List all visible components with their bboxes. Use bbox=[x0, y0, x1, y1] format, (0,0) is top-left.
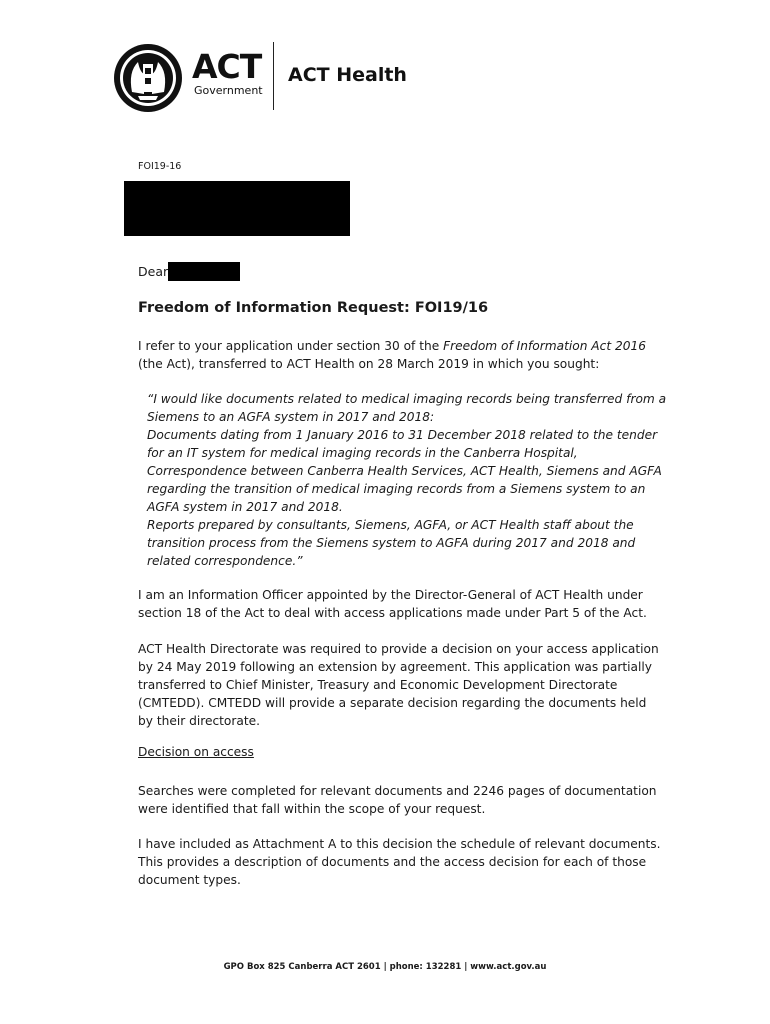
salutation: Dear bbox=[138, 264, 169, 279]
redacted-address-block bbox=[124, 181, 350, 236]
paragraph-line: transferred to Chief Minister, Treasury and Economic Development Directorate bbox=[138, 678, 618, 692]
paragraph-line: were identified that fall within the scope of your request. bbox=[138, 802, 486, 816]
redacted-name bbox=[168, 262, 240, 281]
paragraph-line: I am an Information Officer appointed by the Director-General of ACT Health under bbox=[138, 588, 643, 602]
quote-line: Correspondence between Canberra Health Services, ACT Health, Siemens and AGFA bbox=[147, 464, 662, 478]
letter-title: Freedom of Information Request: FOI19/16 bbox=[138, 300, 489, 316]
decision-section-title: Decision on access bbox=[138, 745, 254, 759]
paragraph-line: section 18 of the Act to deal with access applications made under Part 5 of the Act. bbox=[138, 606, 647, 620]
paragraph-line: ACT Health Directorate was required to provide a decision on your access application bbox=[138, 642, 659, 656]
paragraph-line: Searches were completed for relevant documents and 2246 pages of documentation bbox=[138, 784, 657, 798]
quote-line: regarding the transition of medical imaging records from a Siemens system to an bbox=[147, 482, 646, 496]
logo-sub-text: Government bbox=[194, 84, 263, 97]
quote-line: Siemens to an AGFA system in 2017 and 2018: bbox=[147, 410, 435, 424]
paragraph-line: document types. bbox=[138, 873, 241, 887]
act-name-italic: Freedom of Information Act 2016 bbox=[443, 339, 647, 353]
paragraph-line: by their directorate. bbox=[138, 714, 261, 728]
paragraph-line: I have included as Attachment A to this decision the schedule of relevant documents. bbox=[138, 837, 661, 851]
intro-paragraph bbox=[138, 337, 698, 373]
quote-line: Documents dating from 1 January 2016 to 31 December 2018 related to the tender bbox=[147, 428, 658, 442]
reference-number: FOI19-16 bbox=[138, 161, 182, 172]
paragraph-line: by 24 May 2019 following an extension by agreement. This application was partially bbox=[138, 660, 652, 674]
officer-paragraph bbox=[138, 586, 698, 622]
intro-line1-text: I refer to your application under section 30 of the bbox=[138, 339, 444, 353]
quote-line: “I would like documents related to medical imaging records being transferred from a bbox=[147, 392, 667, 406]
request-quote bbox=[147, 390, 707, 570]
intro-line2: (the Act), transferred to ACT Health on 28 March 2019 in which you sought: bbox=[138, 357, 600, 371]
searches-paragraph bbox=[138, 782, 698, 818]
attachment-paragraph bbox=[138, 835, 698, 889]
quote-line: Reports prepared by consultants, Siemens, AGFA, or ACT Health staff about the bbox=[147, 518, 634, 532]
quote-line: AGFA system in 2017 and 2018. bbox=[147, 500, 343, 514]
logo-divider bbox=[273, 42, 274, 110]
logo-brand-text: ACT bbox=[192, 47, 262, 86]
paragraph-line: (CMTEDD). CMTEDD will provide a separate decision regarding the documents held bbox=[138, 696, 647, 710]
directorate-paragraph bbox=[138, 640, 698, 730]
act-government-seal-logo bbox=[110, 42, 188, 114]
quote-line: for an IT system for medical imaging records in the Canberra Hospital, bbox=[147, 446, 578, 460]
department-name: ACT Health bbox=[288, 64, 407, 86]
paragraph-line: This provides a description of documents and the access decision for each of those bbox=[138, 855, 647, 869]
page-footer: GPO Box 825 Canberra ACT 2601 | phone: 132281 | www.act.gov.au bbox=[223, 962, 547, 972]
quote-line: transition process from the Siemens system to AGFA during 2017 and 2018 and bbox=[147, 536, 636, 550]
quote-line: related correspondence.” bbox=[147, 554, 303, 568]
